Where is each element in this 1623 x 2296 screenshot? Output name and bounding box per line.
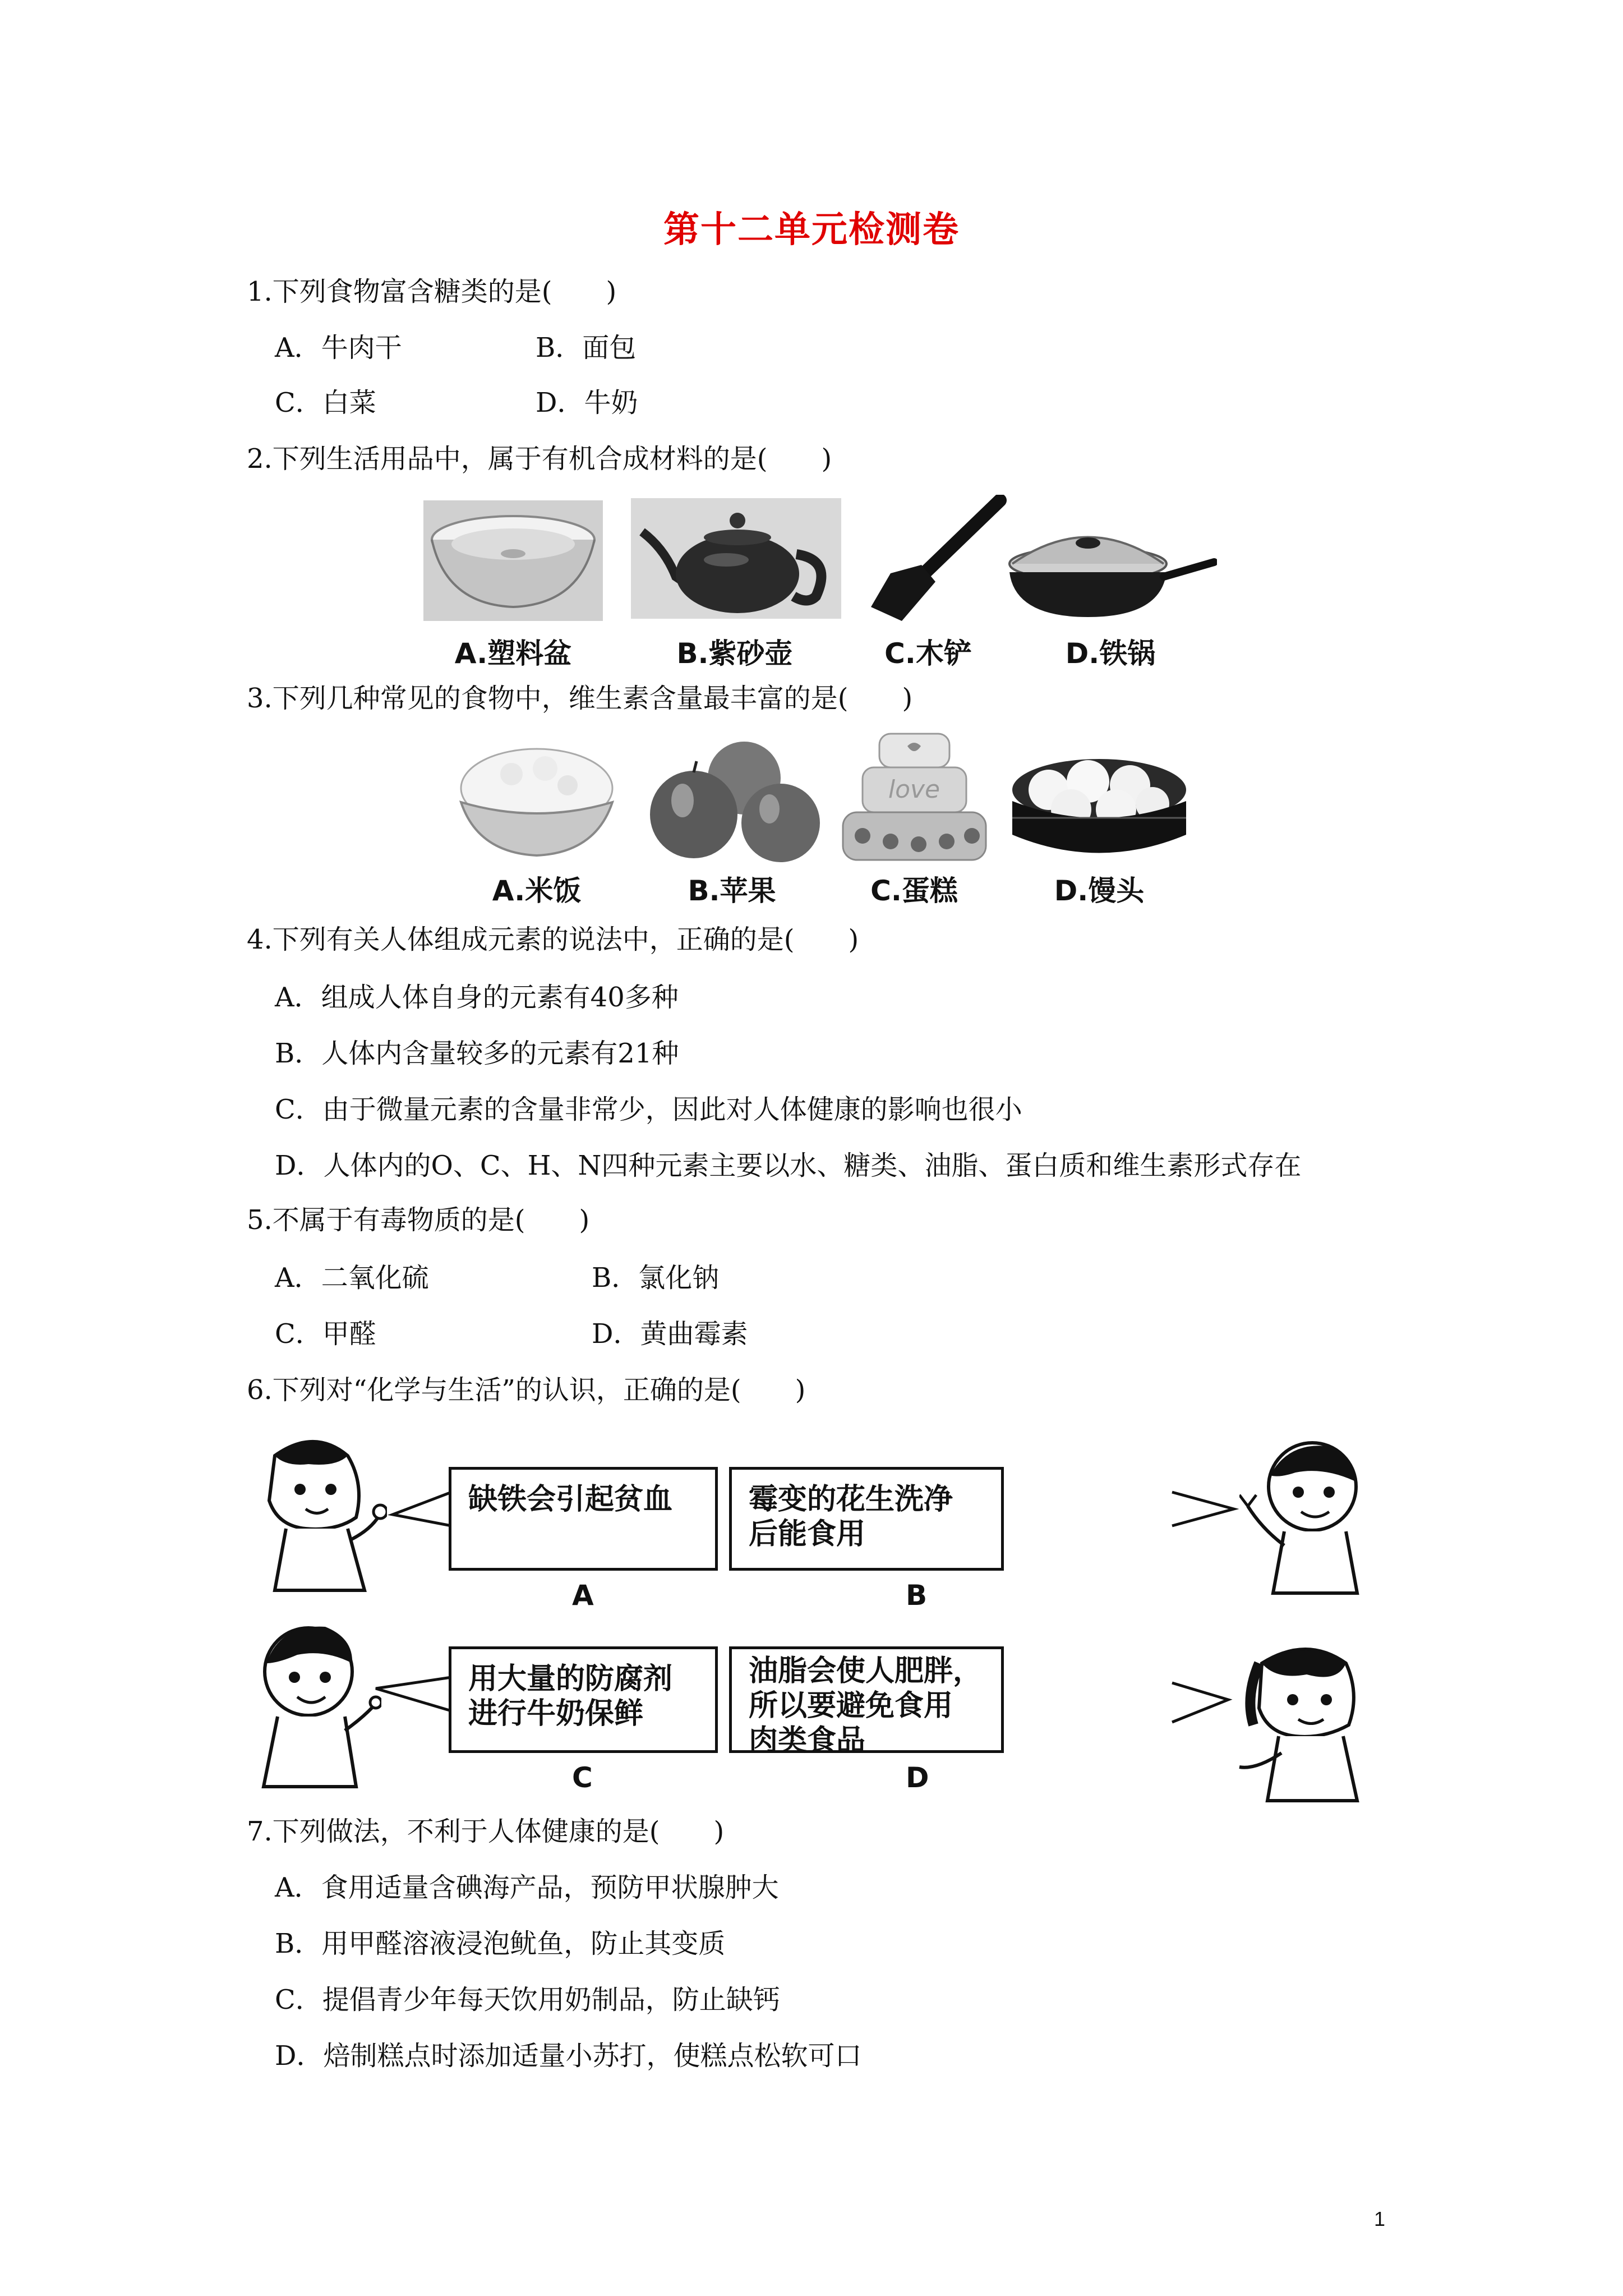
q1-option-d: D．牛奶 [536, 387, 638, 418]
bubble-c-line-1: 用大量的防腐剂 [468, 1662, 673, 1696]
bubble-d-line-2: 所以要避免食用 [749, 1689, 953, 1723]
speech-bubble-c [449, 1646, 718, 1753]
page-title: 第十二单元检测卷 [663, 209, 960, 251]
speech-bubble-a [449, 1467, 718, 1571]
q2-caption-d: D.铁锅 [1065, 637, 1156, 670]
bubble-label-d: D [906, 1761, 929, 1794]
q1-option-a: A．牛肉干 [275, 332, 402, 364]
question-4-stem: 4.下列有关人体组成元素的说法中，正确的是( ) [247, 924, 859, 955]
question-2-stem: 2.下列生活用品中，属于有机合成材料的是( ) [247, 443, 832, 475]
q4-option-d: D．人体内的O、C、H、N四种元素主要以水、糖类、油脂、蛋白质和维生素形式存在 [275, 1150, 1302, 1181]
q4-option-a: A．组成人体自身的元素有40多种 [275, 982, 679, 1013]
q3-caption-a: A.米饭 [492, 875, 582, 907]
cake-image [840, 729, 989, 864]
q5-option-d: D．黄曲霉素 [592, 1318, 748, 1350]
q1-option-c: C．白菜 [275, 387, 376, 418]
teapot-image [631, 498, 841, 619]
apples-image [640, 736, 826, 862]
question-6-stem: 6.下列对“化学与生活”的认识，正确的是( ) [247, 1374, 806, 1406]
bubble-d-line-3: 肉类食品 [749, 1724, 866, 1757]
question-3-stem: 3.下列几种常见的食物中，维生素含量最丰富的是( ) [247, 683, 913, 714]
plastic-basin-image [423, 500, 603, 621]
q5-option-c: C．甲醛 [275, 1318, 376, 1350]
cake-text: love [888, 775, 940, 804]
q5-option-b: B．氯化钠 [592, 1262, 720, 1294]
q3-caption-c: C.蛋糕 [870, 875, 958, 907]
q5-option-a: A．二氧化硫 [275, 1262, 429, 1294]
question-5-stem: 5.不属于有毒物质的是( ) [247, 1204, 590, 1236]
page-number: 1 [1374, 2207, 1386, 2230]
steamed-buns-image [1009, 751, 1189, 863]
speech-bubble-d [729, 1646, 1004, 1757]
q7-option-a: A．食用适量含碘海产品，预防甲状腺肿大 [275, 1872, 779, 1903]
bubble-label-c: C [572, 1761, 593, 1794]
rice-bowl-image [455, 740, 618, 861]
wooden-spatula-image [868, 495, 1008, 624]
bubble-d-line-1: 油脂会使人肥胖， [749, 1654, 983, 1688]
speech-bubble-b [729, 1467, 1004, 1571]
bubble-label-a: A [572, 1579, 594, 1612]
q2-caption-b: B.紫砂壶 [676, 637, 793, 670]
question-7-stem: 7.下列做法，不利于人体健康的是( ) [247, 1816, 725, 1847]
q3-caption-b: B.苹果 [688, 875, 776, 907]
bubble-b-line-1: 霉变的花生洗净 [749, 1483, 953, 1516]
bubble-a-line-1: 缺铁会引起贫血 [468, 1483, 673, 1516]
iron-wok-image [1004, 533, 1217, 620]
q7-option-d: D．焙制糕点时添加适量小苏打，使糕点松软可口 [275, 2040, 862, 2072]
bubble-c-line-2: 进行牛奶保鲜 [468, 1697, 644, 1731]
q4-option-b: B．人体内含量较多的元素有21种 [275, 1038, 679, 1069]
question-1-stem: 1.下列食物富含糖类的是( ) [247, 276, 617, 307]
bubble-label-b: B [906, 1579, 928, 1612]
q2-caption-c: C.木铲 [884, 637, 972, 670]
q2-caption-a: A.塑料盆 [454, 637, 572, 670]
q1-option-b: B．面包 [536, 332, 637, 364]
q4-option-c: C．由于微量元素的含量非常少，因此对人体健康的影响也很小 [275, 1094, 1022, 1125]
q7-option-c: C．提倡青少年每天饮用奶制品，防止缺钙 [275, 1984, 780, 2016]
bubble-b-line-2: 后能食用 [749, 1517, 866, 1551]
q3-caption-d: D.馒头 [1054, 875, 1145, 907]
q7-option-b: B．用甲醛溶液浸泡鱿鱼，防止其变质 [275, 1928, 726, 1959]
